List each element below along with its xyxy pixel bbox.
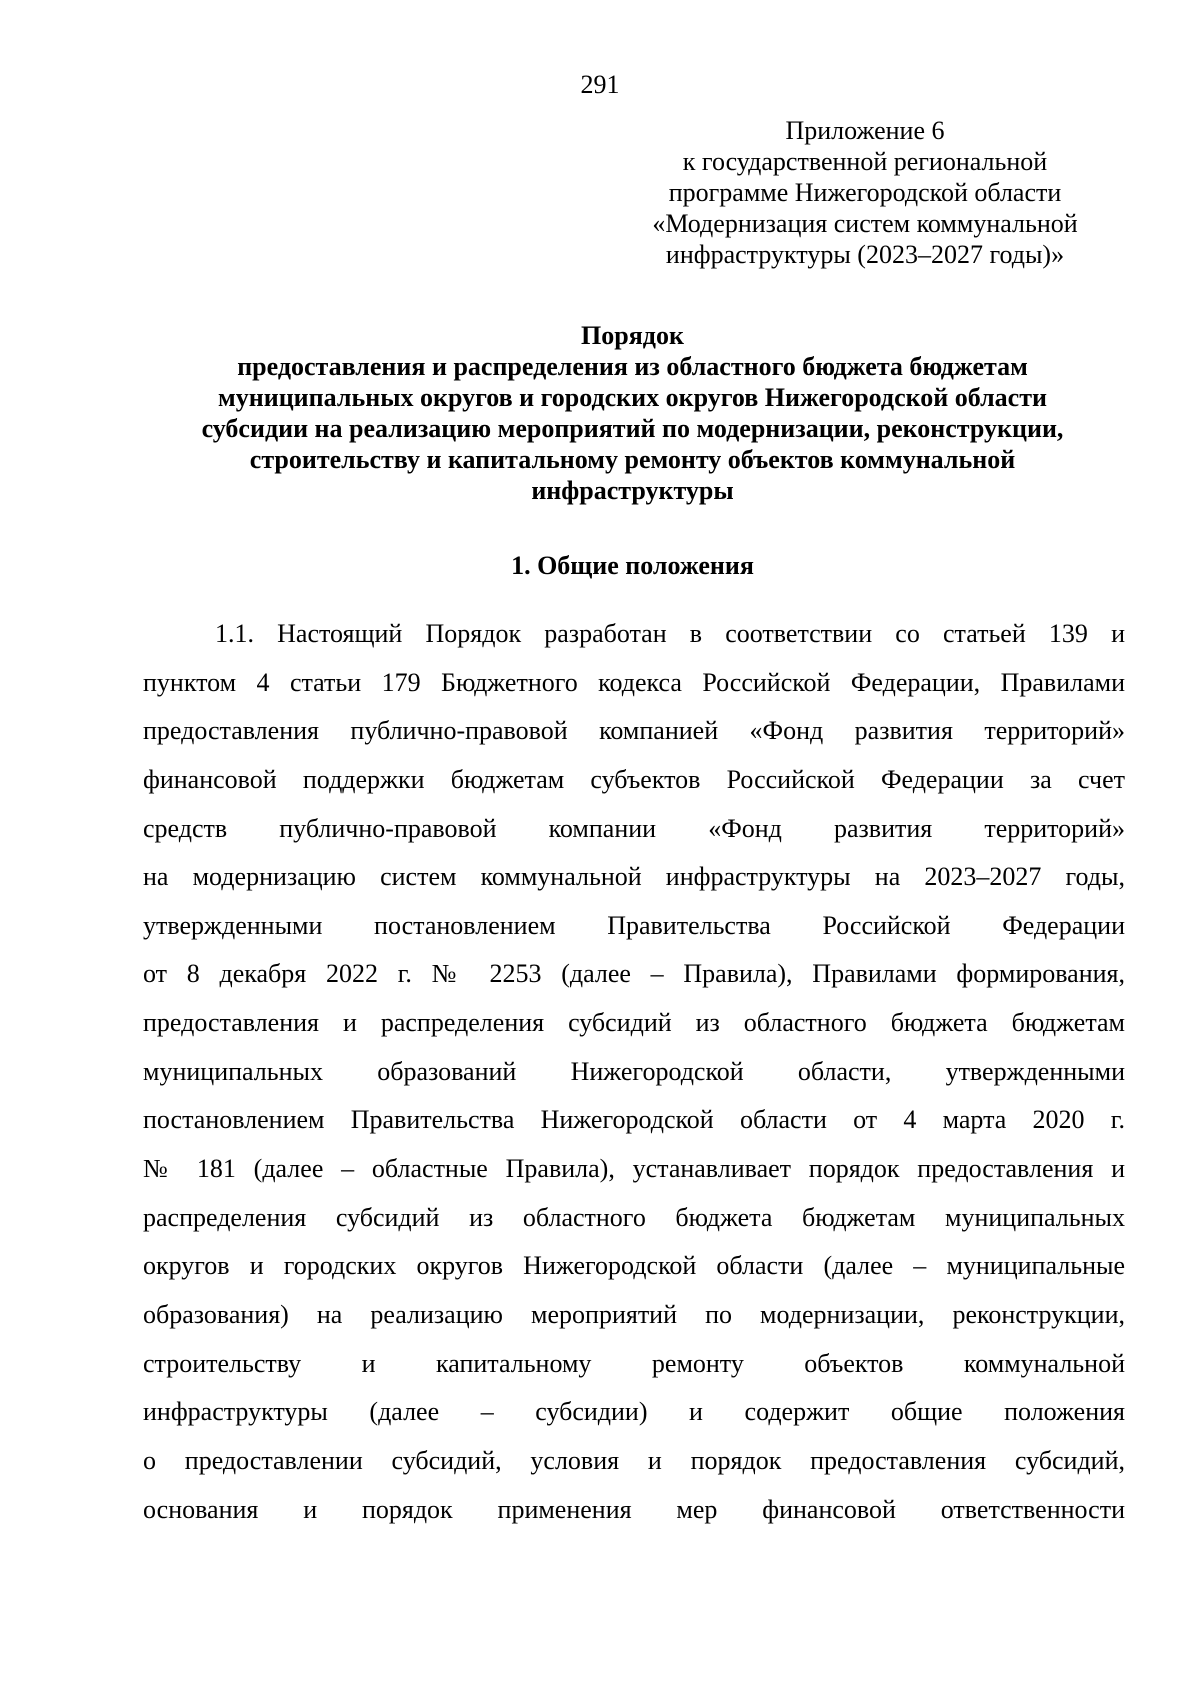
body-paragraph [143,610,1125,1534]
body-line: № 181 (далее – областные Правила), устанавливает порядок предоставления и [143,1154,1125,1184]
body-line: 1.1. Настоящий Порядок разработан в соответствии со статьей 139 и [215,619,1125,648]
body-line: образования) на реализацию мероприятий по модернизации, реконструкции, [143,1299,1125,1329]
body-line: на модернизацию систем коммунальной инфраструктуры на 2023–2027 годы, [143,862,1125,892]
appendix-line: «Модернизация систем коммунальной [652,209,1078,238]
appendix-line: программе Нижегородской области [668,178,1062,207]
body-line: утвержденными постановлением Правительства Российской Федерации [143,910,1125,940]
appendix-line: к государственной региональной [682,147,1048,176]
title-line: инфраструктуры [531,476,734,505]
body-line: финансовой поддержки бюджетам субъектов Российской Федерации за счет [143,764,1125,794]
appendix-line: инфраструктуры (2023–2027 годы)» [665,240,1065,269]
body-line: постановлением Правительства Нижегородской области от 4 марта 2020 г. [143,1105,1125,1135]
title-line: субсидии на реализацию мероприятий по модернизации, реконструкции, [201,414,1064,443]
title-line: муниципальных округов и городских округов Нижегородской области [218,383,1047,412]
body-line: муниципальных образований Нижегородской области, утвержденными [143,1056,1125,1086]
page-number: 291 [580,70,620,99]
body-line: предоставления публично-правовой компанией «Фонд развития территорий» [143,716,1125,746]
body-line: округов и городских округов Нижегородской области (далее – муниципальные [143,1251,1125,1281]
title-line: Порядок [581,321,684,350]
body-line: средств публично-правовой компании «Фонд развития территорий» [143,813,1125,843]
body-line: пунктом 4 статьи 179 Бюджетного кодекса Российской Федерации, Правилами [143,667,1125,697]
document-title [140,320,1125,506]
body-line: распределения субсидий из областного бюджета бюджетам муниципальных [143,1202,1125,1232]
body-line: от 8 декабря 2022 г. № 2253 (далее – Правила), Правилами формирования, [143,959,1125,989]
title-line: предоставления и распределения из областного бюджета бюджетам [237,352,1028,381]
body-line: строительству и капитальному ремонту объектов коммунальной [143,1348,1125,1378]
section-heading: 1. Общие положения [511,551,754,580]
body-line: основания и порядок применения мер финансовой ответственности [143,1494,1125,1524]
title-line: строительству и капитальному ремонту объектов коммунальной [249,445,1016,474]
appendix-line: Приложение 6 [785,116,945,145]
body-line: инфраструктуры (далее – субсидии) и содержит общие положения [143,1397,1125,1427]
body-line: предоставления и распределения субсидий из областного бюджета бюджетам [143,1008,1125,1038]
body-line: о предоставлении субсидий, условия и порядок предоставления субсидий, [143,1445,1125,1475]
appendix-reference [620,115,1110,270]
